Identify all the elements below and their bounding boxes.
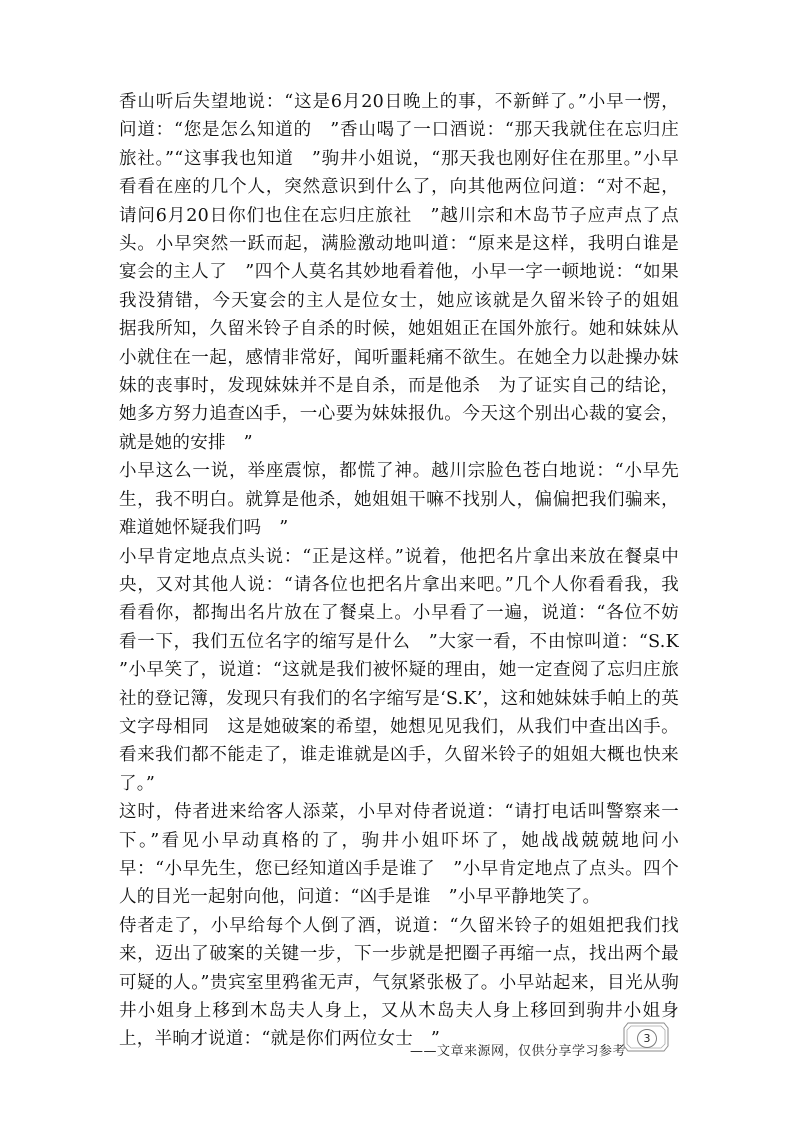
footer-source-note: ——文章来源网，仅供分享学习参考	[410, 1044, 627, 1059]
paragraph-3: 小早肯定地点点头说：“正是这样。”说着，他把名片拿出来放在餐桌中央，又对其他人说：“请各位也把名片拿出来吧。”几个人你看看我，我看看你，都掏出名片放在了餐桌上。小早看了一遍，说道：“各位不妨看一下，我们五位名字的缩写是什么 ”大家一看，不由惊叫道：“S.K ”小早笑了，说道：“这就是我们被怀疑的理由，她一定查阅了忘归庄旅社的登记簿，发现只有我们的名字缩写是‘S.K’，这和她妹妹手帕上的英文字母相同 这是她破案的希望，她想见见我们，从我们中查出凶手。看来我们都不能走了，谁走谁就是凶手，久留米铃子的姐姐大概也快来了。”	[119, 546, 697, 794]
paragraph-2: 小早这么一说，举座震惊，都慌了神。越川宗脸色苍白地说：“小早先生，我不明白。就算是他杀，她姐姐干嘛不找别人，偏偏把我们骗来，难道她怀疑我们吗 ”	[119, 461, 679, 539]
paragraph-5: 侍者走了，小早给每个人倒了酒，说道：“久留米铃子的姐姐把我们找来，迈出了破案的关键一步，下一步就是把圈子再缩一点，找出两个最可疑的人。”贵宾室里鸦雀无声，气氛紧张极了。小早站起来，目光从驹井小姐身上移到木岛夫人身上，又从木岛夫人身上移回到驹井小姐身上，半晌才说道：“就是你们两位女士 ”	[119, 915, 679, 1050]
page-number: 3	[637, 1029, 657, 1048]
article-body	[119, 88, 697, 1054]
paragraph-4: 这时，侍者进来给客人添菜，小早对侍者说道：“请打电话叫警察来一下。”看见小早动真格的了，驹井小姐吓坏了，她战战兢兢地问小早：“小早先生，您已经知道凶手是谁了 ”小早肯定地点了点头。四个人的目光一起射向他，问道：“凶手是谁 ”小早平静地笑了。	[119, 802, 679, 908]
page-number-badge	[623, 1022, 669, 1052]
paragraph-1: 香山听后失望地说：“这是6月20日晚上的事，不新鲜了。”小早一愣，问道：“您是怎么知道的 ”香山喝了一口酒说：“那天我就住在忘归庄旅社。”“这事我也知道 ”驹井小姐说，“那天我也刚好住在那里。”小早看看在座的几个人，突然意识到什么了，向其他两位问道：“对不起，请问6月20日你们也住在忘归庄旅社 ”越川宗和木岛节子应声点了点头。小早突然一跃而起，满脸激动地叫道：“原来是这样，我明白谁是宴会的主人了 ”四个人莫名其妙地看着他，小早一字一顿地说：“如果我没猜错，今天宴会的主人是位女士，她应该就是久留米铃子的姐姐 据我所知，久留米铃子自杀的时候，她姐姐正在国外旅行。她和妹妹从小就住在一起，感情非常好，闻听噩耗痛不欲生。在她全力以赴操办妹妹的丧事时，发现妹妹并不是自杀，而是他杀 为了证实自己的结论，她多方努力追查凶手，一心要为妹妹报仇。今天这个别出心裁的宴会，就是她的安排 ”	[119, 92, 697, 453]
